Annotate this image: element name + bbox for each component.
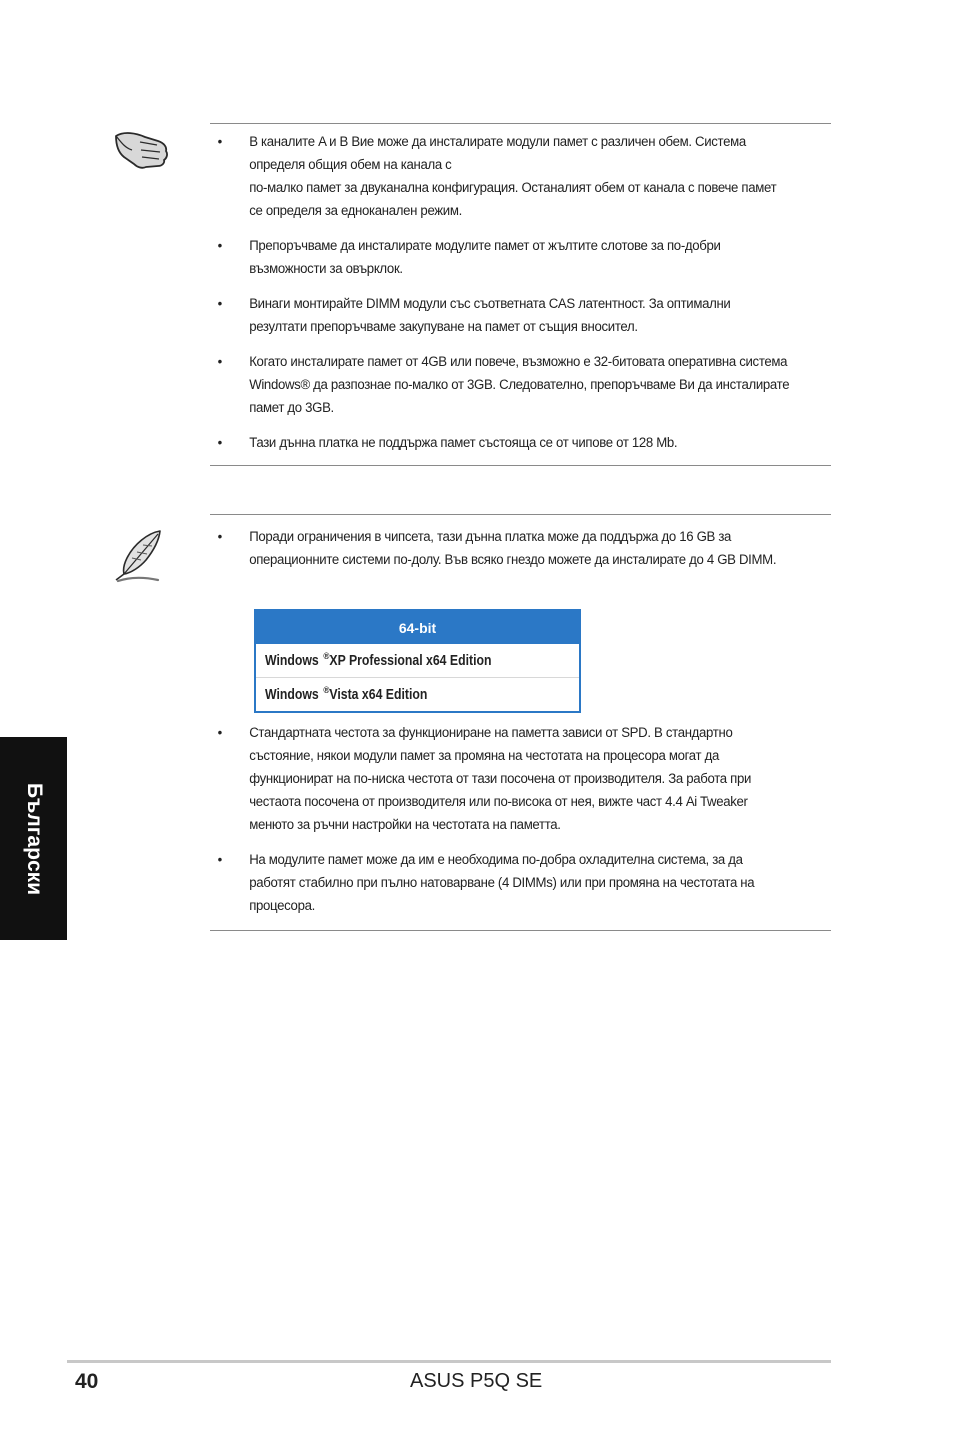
note1-item-text: • Винаги монтирайте DIMM модули със съответната CAS латентност. За оптимални резултати препоръчваме закупуване на памет от същия вносител. [249, 296, 731, 335]
os-brand: Windows [265, 653, 319, 669]
note1-item [212, 293, 790, 339]
note2-list-top [212, 526, 834, 572]
note2-item-text: • Поради ограничения в чипсета, тази дънна платка може да поддържа до 16 GB за операционните системи по-долу. Във всяко гнездо можете да инсталирате до 4 GB DIMM. [249, 529, 777, 568]
note1-item [212, 131, 790, 223]
note2-top-rule [210, 514, 831, 515]
note1-item [212, 235, 790, 281]
language-side-tab [0, 737, 67, 940]
note1-item [212, 351, 790, 420]
note2-item-text: • На модулите памет може да им е необходима по-добра охладителна система, за да работят стабилно при пълно натоварване (4 DIMMs) или при промяна на честотата на процесора. [249, 852, 755, 914]
os-table-header: 64-bit [256, 611, 579, 644]
note2-item-text: • Стандартната честота за функциониране на паметта зависи от SPD. В стандартно състояние, някои модули памет за промяна на честотата на процесора могат да функционират на по-ниска честота от тази посочена от производителя. За работа при честаота посочена от производителя или по-висока от нея, вижте част 4.4 Ai Tweaker менюто за ръчни настройки на честотата на паметта. [249, 725, 752, 833]
note1-item [212, 432, 790, 455]
page-number: 40 [75, 1370, 99, 1393]
note2-item [212, 849, 790, 918]
os-support-table [254, 609, 581, 713]
note1-item-text: • В каналите A и B Вие може да инсталирате модули памет с различен обем. Система определя общия обем на канала с [249, 134, 746, 173]
note1-bottom-rule [210, 465, 831, 466]
note1-item-text: • Когато инсталирате памет от 4GB или повече, възможно е 32-битовата оперативна система Windows® да разпознае по-малко от 3GB. Следователно, препоръчваме Ви да инсталирате памет до 3GB. [249, 354, 790, 416]
note1-top-rule [210, 123, 831, 124]
footer-title: ASUS P5Q SE [410, 1370, 543, 1392]
os-table-row [256, 677, 579, 711]
language-label: Български [22, 782, 46, 895]
feather-pen-icon [110, 528, 170, 584]
note1-item-text: по-малко памет за двуканална конфигурация. Останалият обем от канала с повече памет се определя за едноканален режим. [249, 180, 777, 219]
note1-item-text: • Препоръчваме да инсталирате модулите памет от жълтите слотове за по-добри възможности за овърклок. [249, 238, 721, 277]
registered-mark: ® [323, 651, 330, 662]
note2-item [212, 526, 790, 572]
note2-list-bottom [212, 722, 834, 918]
note2-item [212, 722, 790, 837]
os-brand: Windows [265, 687, 319, 703]
note1-list [212, 131, 834, 455]
os-table-row [256, 644, 579, 677]
note1-item-text: • Тази дънна платка не поддържа памет състояща се от чипове от 128 Mb. [249, 435, 678, 451]
os-edition: Vista x64 Edition [329, 687, 428, 703]
registered-mark: ® [323, 685, 330, 696]
hand-icon [112, 126, 174, 172]
os-edition: XP Professional x64 Edition [329, 653, 492, 669]
note2-bottom-rule [210, 930, 831, 931]
footer-rule [67, 1360, 831, 1363]
